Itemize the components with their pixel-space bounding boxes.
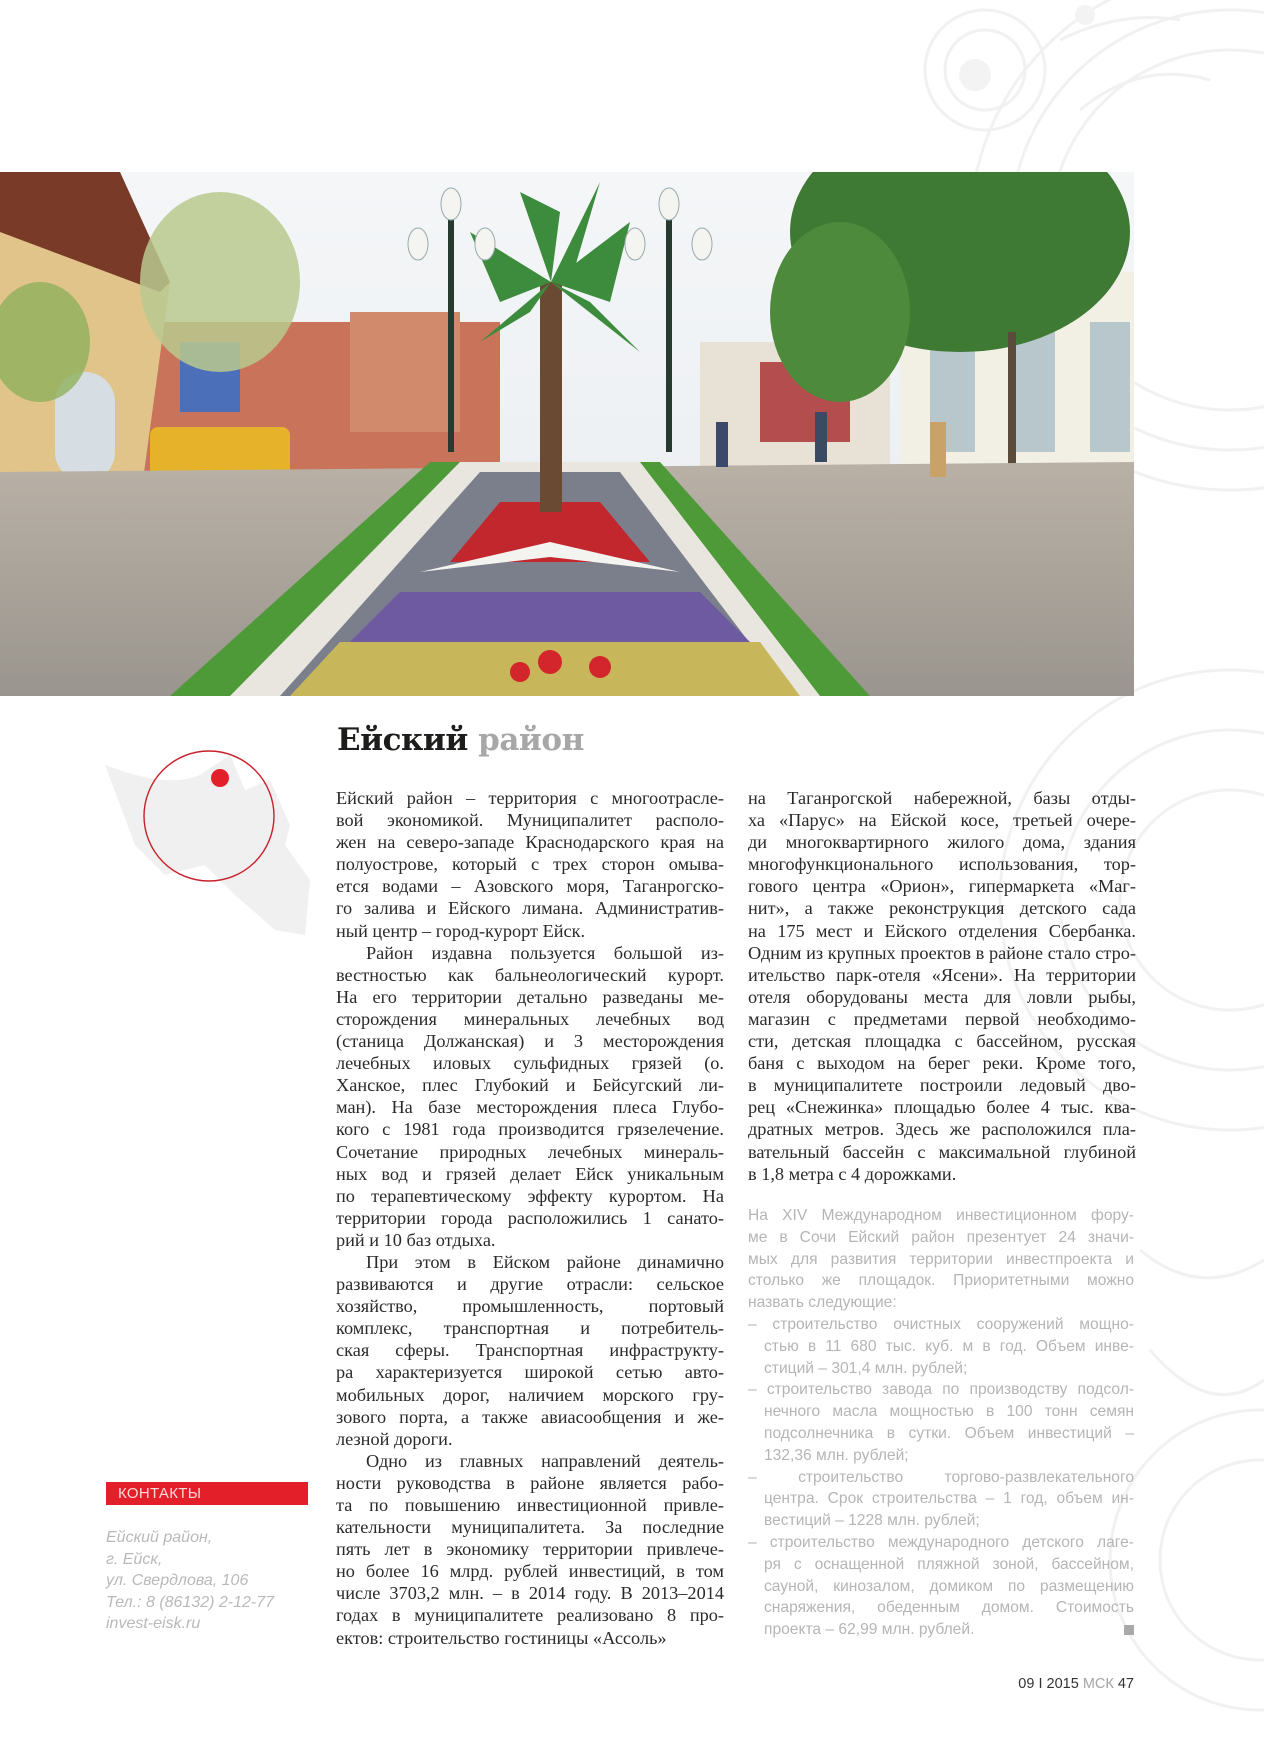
box-intro-line: столько же площадок. Приоритетными можно: [748, 1272, 1134, 1290]
text-line: гового центра «Орион», гипермаркета «Маг-: [748, 876, 1136, 897]
text-line: вательный бассейн с максимальной глубиной: [748, 1141, 1136, 1162]
text-line: сторождения минеральных лечебных вод: [336, 1008, 724, 1029]
article-column-1: [336, 787, 724, 1649]
text-line: полуострове, который с трех сторон омыва-: [336, 854, 724, 875]
text-line: Ханское, плес Глубокий и Бейсугский ли-: [336, 1075, 724, 1096]
text-line: в 1,8 метра с 4 дорожками.: [748, 1163, 957, 1184]
project-line: [748, 1488, 1134, 1510]
text-line: Одним из крупных проектов в районе стало стро-: [748, 942, 1136, 963]
project-line: [748, 1554, 1134, 1576]
text-line: кательности муниципалитета. За последние: [336, 1517, 724, 1538]
text-line: по терапевтическому эффекту курортом. На: [336, 1185, 724, 1206]
text-line: ности руководства в районе является рабо-: [336, 1472, 724, 1493]
text-line: Ейский район – территория с многоотрасле-: [336, 788, 724, 808]
text-line: (станица Должанская) и 3 месторождения: [336, 1031, 724, 1052]
contact-phone: Тел.: 8 (86132) 2-12-77: [106, 1593, 275, 1611]
paragraph: [336, 1450, 724, 1649]
page-number: 47: [1117, 1676, 1134, 1692]
text-line: кого с 1981 года производится грязелечение.: [336, 1119, 724, 1140]
box-intro-line: мых для развития территории инвестпроекта и: [748, 1250, 1134, 1268]
issue-year: 2015: [1046, 1676, 1079, 1692]
title-light: район: [478, 722, 584, 758]
text-line: хозяйство, промышленность, портовый: [336, 1296, 724, 1317]
text-line: магазин с предметами первой необходимо-: [748, 1008, 1136, 1029]
article-column-2: [748, 787, 1136, 1185]
project-list-item: [748, 1467, 1134, 1532]
project-text: центра. Срок строительства – 1 год, объем ин-: [764, 1490, 1134, 1508]
contacts-info: [106, 1527, 326, 1635]
project-text: проекта – 62,99 млн. рублей.: [764, 1621, 975, 1639]
project-text: – строительство торгово-развлекательного: [748, 1468, 1134, 1486]
publication-name: МСК: [1082, 1676, 1114, 1692]
text-line: На его территории детально разведаны ме-: [336, 986, 724, 1007]
project-text: стью в 11 680 тыс. куб. м в год. Объем инве-: [764, 1337, 1134, 1355]
paragraph: [748, 787, 1136, 1185]
text-line: вестностью как бальнеологический курорт.: [336, 964, 724, 985]
page-footer: [1018, 1676, 1134, 1692]
paragraph: [336, 1251, 724, 1450]
project-line: [748, 1358, 1134, 1380]
contact-line: Ейский район,: [106, 1529, 213, 1546]
region-map-icon: [95, 735, 320, 955]
text-line: ительство парк-отеля «Ясени». На территории: [748, 964, 1136, 985]
text-line: ди многоквартирного жилого дома, здания: [748, 832, 1136, 853]
box-intro-line: назвать следующие:: [748, 1294, 897, 1312]
text-line: отеля оборудованы места для ловли рыбы,: [748, 986, 1136, 1007]
contact-line: ул. Свердлова, 106: [106, 1572, 249, 1589]
text-line: ется водами – Азовского моря, Таганрогско-: [336, 876, 724, 897]
project-text: сауной, кинозалом, домиком по размещению: [764, 1577, 1134, 1595]
text-line: территории города расположились 1 санато-: [336, 1207, 724, 1228]
text-line: на Таганрогской набережной, базы отды-: [748, 788, 1136, 808]
text-line: Сочетание природных лечебных минераль-: [336, 1141, 724, 1162]
text-line: сти, детская площадка с бассейном, русская: [748, 1031, 1136, 1052]
box-intro-line: На XIV Международном инвестиционном фору-: [748, 1207, 1134, 1224]
text-line: ра характеризуется широкой сетью авто-: [336, 1362, 724, 1383]
text-line: Одно из главных направлений деятель-: [366, 1450, 724, 1471]
project-text: стиций – 301,4 млн. рублей;: [764, 1359, 968, 1377]
text-line: пять лет в экономику территории привлече-: [336, 1539, 724, 1560]
text-line: многофункционального использования, тор-: [748, 854, 1136, 875]
text-line: ман). На базе месторождения плеса Глубо-: [336, 1097, 724, 1118]
location-dot-icon: [211, 769, 229, 787]
end-square-icon: [1124, 1625, 1134, 1635]
project-text: вестиций – 1228 млн. рублей;: [764, 1512, 980, 1530]
text-line: комплекс, транспортная и потребитель-: [336, 1318, 724, 1339]
text-line: Район издавна пользуется большой из-: [366, 942, 724, 963]
project-list-item: [748, 1314, 1134, 1379]
text-line: годах в муниципалитете реализовано 8 про-: [336, 1605, 724, 1626]
footer-separator: I: [1038, 1676, 1043, 1692]
text-line: баня с выходом на берег реки. Кроме того,: [748, 1053, 1136, 1074]
project-line: [748, 1576, 1134, 1598]
title-bold: Ейский: [337, 722, 468, 758]
project-text: – строительство завода по производству подсол-: [748, 1381, 1134, 1399]
text-line: вой экономикой. Муниципалитет располо-: [336, 810, 724, 831]
text-line: лечебных иловых сульфидных грязей (о.: [336, 1053, 724, 1074]
box-intro-line: ме в Сочи Ейский район презентует 24 значи-: [748, 1228, 1134, 1246]
page-title: [337, 722, 584, 758]
project-text: 132,36 млн. рублей;: [764, 1446, 909, 1464]
project-line: [748, 1597, 1134, 1619]
project-line: [748, 1336, 1134, 1358]
text-line: ха «Парус» на Ейской косе, третьей очере-: [748, 810, 1136, 831]
project-text: – строительство международного детского лаге-: [748, 1533, 1134, 1551]
project-line: [748, 1467, 1134, 1489]
project-text: снаряжения, обеденным домом. Стоимость: [764, 1599, 1134, 1617]
text-line: но более 16 млрд. рублей инвестиций, в том: [336, 1561, 724, 1582]
contact-website[interactable]: invest-eisk.ru: [106, 1615, 201, 1632]
text-line: дратных метров. Здесь же расположился пла-: [748, 1119, 1136, 1140]
text-line: та по повышению инвестиционной привле-: [336, 1495, 724, 1515]
project-text: – строительство очистных сооружений мощно-: [748, 1315, 1134, 1333]
project-list-item: [748, 1379, 1134, 1466]
project-list-item: [748, 1532, 1134, 1641]
project-line: [748, 1445, 1134, 1467]
project-line: [748, 1510, 1134, 1532]
project-line: [748, 1423, 1134, 1445]
project-line: [748, 1401, 1134, 1423]
project-line: [748, 1314, 1134, 1336]
text-line: в муниципалитете построили ледовый дво-: [748, 1075, 1136, 1096]
project-text: нечного масла мощностью в 100 тонн семян: [764, 1403, 1134, 1421]
text-line: числе 3703,2 млн. – в 2014 году. В 2013–2014: [336, 1583, 724, 1604]
text-line: жен на северо-западе Краснодарского края на: [336, 832, 724, 853]
project-text: подсолнечника в сутки. Объем инвестиций –: [764, 1424, 1134, 1442]
project-line: [748, 1379, 1134, 1401]
contacts-label: КОНТАКТЫ: [106, 1482, 308, 1505]
paragraph: [336, 942, 724, 1251]
text-line: При этом в Ейском районе динамично: [366, 1251, 724, 1272]
text-line: го залива и Ейского лимана. Административ-: [336, 898, 724, 919]
text-line: мобильных дорог, наличием морского гру-: [336, 1384, 724, 1405]
text-line: нит», а также реконструкция детского сада: [748, 898, 1136, 919]
text-line: ектов: строительство гостиницы «Ассоль»: [336, 1627, 667, 1648]
street-photo: [0, 172, 1134, 696]
text-line: развиваются и другие отрасли: сельское: [336, 1274, 724, 1295]
text-line: лезной дороги.: [336, 1428, 453, 1449]
text-line: ская сферы. Транспортная инфраструкту-: [336, 1340, 724, 1361]
project-line: [748, 1532, 1134, 1554]
project-line: [748, 1619, 1134, 1641]
text-line: рец «Снежинка» площадью более 4 тыс. ква-: [748, 1097, 1136, 1118]
project-text: ря с оснащенной пляжной зоной, бассейном,: [764, 1555, 1134, 1573]
text-line: рий и 10 баз отдыха.: [336, 1229, 496, 1250]
text-line: ных вод и грязей делает Ейск уникальным: [336, 1163, 724, 1184]
forum-projects-box: [748, 1205, 1134, 1641]
contact-line: г. Ейск,: [106, 1550, 163, 1568]
text-line: на 175 мест и Ейского отделения Сбербанка.: [748, 920, 1136, 941]
paragraph: [336, 787, 724, 942]
text-line: зового порта, а также авиасообщения и же-: [336, 1406, 724, 1427]
text-line: ный центр – город-курорт Ейск.: [336, 920, 586, 941]
issue-number: 09: [1018, 1676, 1035, 1692]
